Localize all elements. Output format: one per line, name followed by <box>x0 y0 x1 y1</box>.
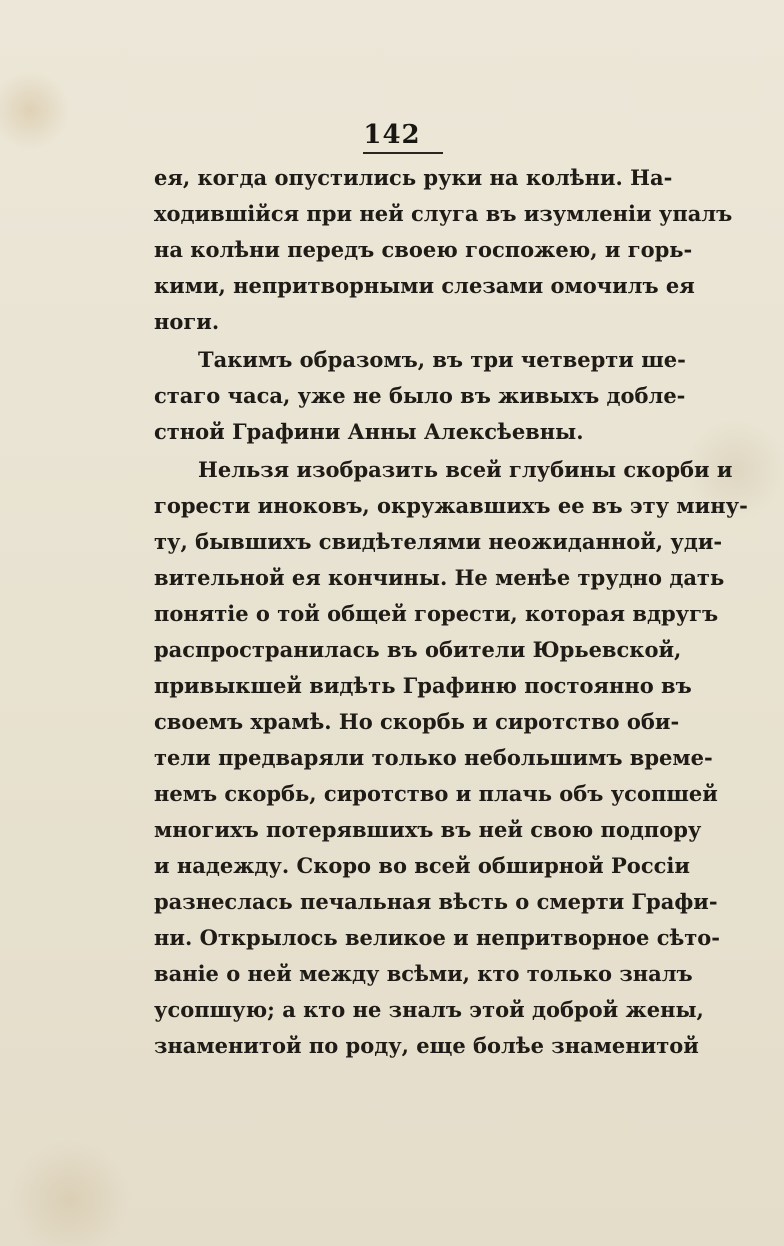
text-line: ноги. <box>154 309 220 334</box>
text-line: многихъ потерявшихъ въ ней свою подпору <box>154 817 702 842</box>
text-line: кими, непритворными слезами омочилъ ея <box>154 273 695 298</box>
text-line: стаго часа, уже не было въ живыхъ добле- <box>154 383 686 408</box>
text-line: ни. Открылось великое и непритворное сѣто- <box>154 925 720 950</box>
text-line: ея, когда опустились руки на колѣни. На- <box>154 165 673 190</box>
text-line: распространилась въ обители Юрьевской, <box>154 637 682 662</box>
text-line: ходившійся при ней слуга въ изумленіи упалъ <box>154 201 733 226</box>
text-line: знаменитой по роду, еще болѣе знаменитой <box>154 1033 699 1058</box>
text-line: стной Графини Анны Алексѣевны. <box>154 419 584 444</box>
text-line: и надежду. Скоро во всей обширной Россіи <box>154 853 690 878</box>
text-line: разнеслась печальная вѣсть о смерти Графи- <box>154 889 718 914</box>
page-number-rule <box>363 152 443 154</box>
text-line: ваніе о ней между всѣми, кто только зналъ <box>154 961 693 986</box>
text-line: Такимъ образомъ, въ три четверти ше- <box>198 347 686 372</box>
body-text <box>154 160 748 1064</box>
text-line: тели предваряли только небольшимъ време- <box>154 745 713 770</box>
text-line: на колѣни передъ своею госпожею, и горь- <box>154 237 693 262</box>
text-line: ту, бывшихъ свидѣтелями неожиданной, уди- <box>154 529 723 554</box>
text-line: усопшую; а кто не зналъ этой доброй жены, <box>154 997 704 1022</box>
text-line: своемъ храмѣ. Но скорбь и сиротство оби- <box>154 709 680 734</box>
page-number: 142 <box>363 120 421 150</box>
text-line: Нельзя изобразить всей глубины скорби и <box>198 457 733 482</box>
text-line: вительной ея кончины. Не менѣе трудно дать <box>154 565 725 590</box>
text-line: понятіе о той общей горести, которая вдругъ <box>154 601 719 626</box>
text-line: горести иноковъ, окружавшихъ ее въ эту мину- <box>154 493 748 518</box>
text-line: привыкшей видѣть Графиню постоянно въ <box>154 673 692 698</box>
text-line: немъ скорбь, сиротство и плачь объ усопшей <box>154 781 718 806</box>
